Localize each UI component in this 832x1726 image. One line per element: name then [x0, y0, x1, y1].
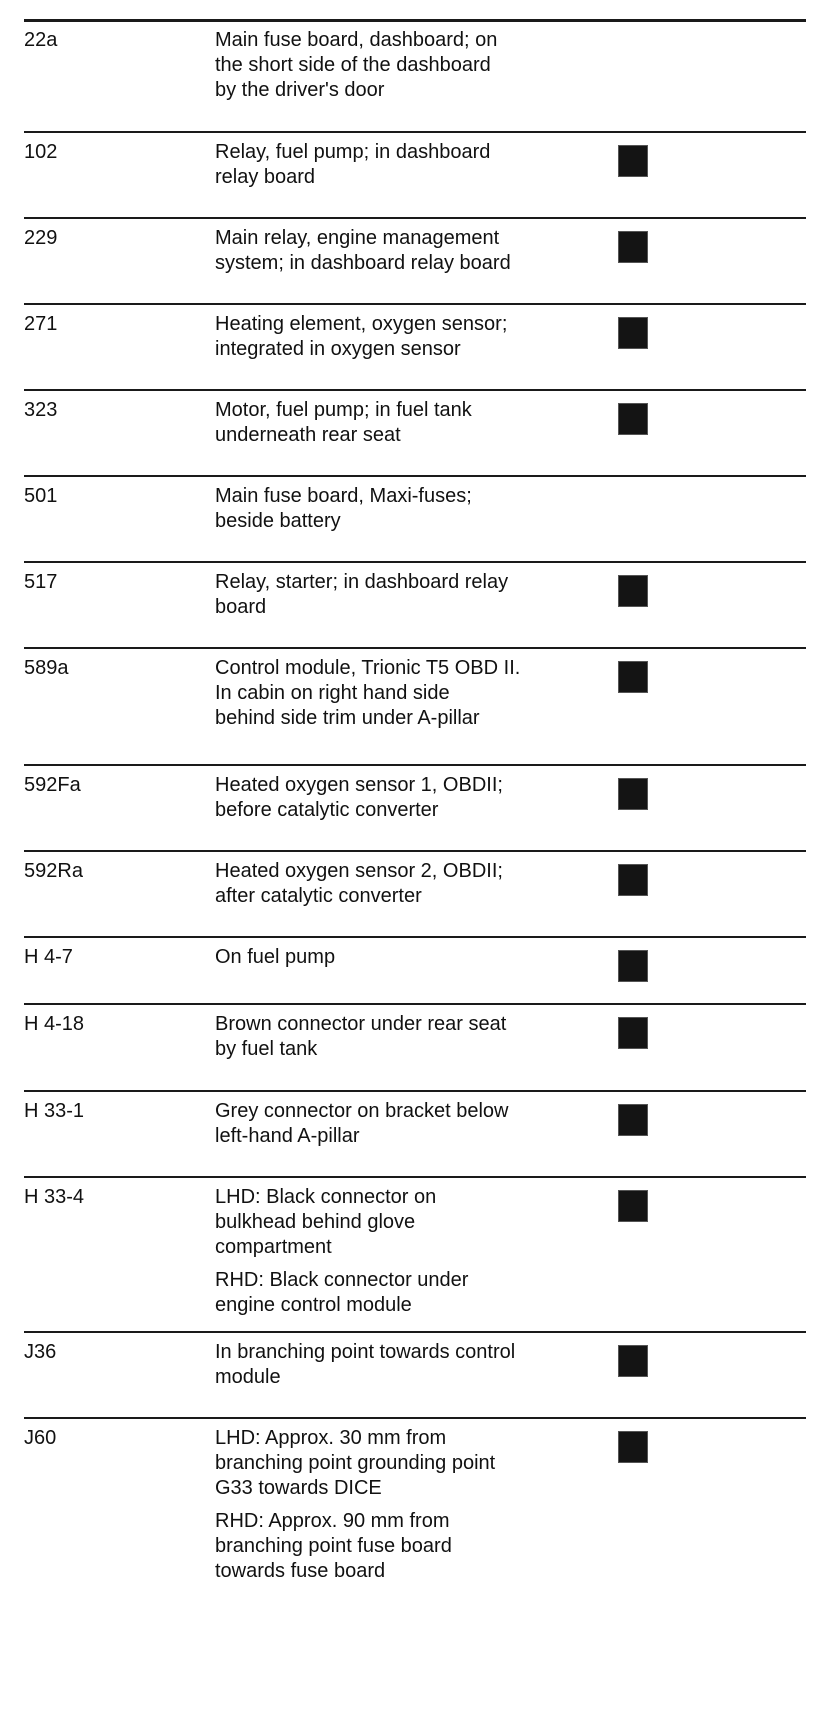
location-marker-icon [618, 1190, 648, 1222]
description-line: system; in dashboard relay board [215, 252, 511, 274]
description-paragraph [215, 1340, 635, 1390]
component-code: 271 [24, 313, 58, 335]
description-paragraph [215, 656, 635, 731]
description-line: LHD: Black connector on [215, 1186, 437, 1208]
component-code: H 4-18 [24, 1013, 85, 1035]
row-divider [24, 1003, 806, 1005]
row-divider [24, 936, 806, 938]
component-code: 589a [24, 657, 69, 679]
description-paragraph [215, 1268, 635, 1318]
location-marker-icon [618, 145, 648, 177]
description-paragraph [215, 1509, 635, 1584]
row-divider [24, 764, 806, 766]
description-line: underneath rear seat [215, 424, 401, 446]
row-divider [24, 1090, 806, 1092]
component-description [215, 570, 635, 620]
component-code: J36 [24, 1341, 57, 1363]
location-marker-icon [618, 317, 648, 349]
description-line: Brown connector under rear seat [215, 1013, 507, 1035]
component-description [215, 656, 635, 731]
description-line: In cabin on right hand side [215, 682, 450, 704]
description-line: In branching point towards control [215, 1341, 516, 1363]
row-divider [24, 217, 806, 219]
description-line: behind side trim under A-pillar [215, 707, 480, 729]
description-paragraph [215, 226, 635, 276]
description-line: Relay, fuel pump; in dashboard [215, 141, 491, 163]
description-line: On fuel pump [215, 946, 336, 968]
component-description [215, 226, 635, 276]
description-line: G33 towards DICE [215, 1477, 382, 1499]
row-divider [24, 647, 806, 649]
description-line: by fuel tank [215, 1038, 318, 1060]
component-code: 22a [24, 29, 58, 51]
description-line: before catalytic converter [215, 799, 439, 821]
description-line: left-hand A-pillar [215, 1125, 360, 1147]
component-description [215, 1099, 635, 1149]
row-divider [24, 850, 806, 852]
location-marker-icon [618, 778, 648, 810]
location-marker-icon [618, 231, 648, 263]
component-description [215, 1185, 635, 1318]
description-line: Control module, Trionic T5 OBD II. [215, 657, 521, 679]
description-line: board [215, 596, 267, 618]
component-description [215, 1012, 635, 1062]
description-line: compartment [215, 1236, 332, 1258]
description-line: beside battery [215, 510, 341, 532]
component-code: 229 [24, 227, 58, 249]
description-line: the short side of the dashboard [215, 54, 491, 76]
description-line: Main fuse board, Maxi-fuses; [215, 485, 472, 507]
description-paragraph [215, 570, 635, 620]
row-divider [24, 475, 806, 477]
description-paragraph [215, 28, 635, 103]
description-line: Heating element, oxygen sensor; [215, 313, 508, 335]
row-divider [24, 1417, 806, 1419]
description-line: by the driver's door [215, 79, 385, 101]
description-line: integrated in oxygen sensor [215, 338, 461, 360]
row-divider [24, 561, 806, 563]
component-description [215, 773, 635, 823]
description-line: branching point fuse board [215, 1535, 452, 1557]
location-marker-icon [618, 575, 648, 607]
description-line: relay board [215, 166, 316, 188]
description-line: Grey connector on bracket below [215, 1100, 509, 1122]
description-paragraph [215, 398, 635, 448]
description-paragraph [215, 773, 635, 823]
description-line: Heated oxygen sensor 1, OBDII; [215, 774, 503, 796]
location-marker-icon [618, 1345, 648, 1377]
description-paragraph [215, 859, 635, 909]
description-line: module [215, 1366, 281, 1388]
row-divider [24, 19, 806, 22]
description-paragraph [215, 1426, 635, 1501]
description-paragraph [215, 1185, 635, 1260]
description-line: RHD: Black connector under [215, 1269, 469, 1291]
component-code: H 4-7 [24, 946, 73, 968]
description-line: after catalytic converter [215, 885, 422, 907]
component-description [215, 28, 635, 103]
description-line: Main fuse board, dashboard; on [215, 29, 498, 51]
description-paragraph [215, 945, 635, 970]
component-code: J60 [24, 1427, 57, 1449]
description-line: branching point grounding point [215, 1452, 496, 1474]
component-description [215, 859, 635, 909]
row-divider [24, 303, 806, 305]
component-description [215, 1340, 635, 1390]
description-paragraph [215, 140, 635, 190]
component-description [215, 484, 635, 534]
description-line: Relay, starter; in dashboard relay [215, 571, 509, 593]
location-marker-icon [618, 950, 648, 982]
location-marker-icon [618, 864, 648, 896]
component-code: H 33-1 [24, 1100, 85, 1122]
row-divider [24, 1331, 806, 1333]
description-line: Heated oxygen sensor 2, OBDII; [215, 860, 503, 882]
description-line: LHD: Approx. 30 mm from [215, 1427, 447, 1449]
description-line: towards fuse board [215, 1560, 386, 1582]
location-marker-icon [618, 403, 648, 435]
description-line: engine control module [215, 1294, 412, 1316]
component-code: 592Ra [24, 860, 83, 882]
component-description [215, 945, 635, 970]
component-code: 517 [24, 571, 58, 593]
component-description [215, 398, 635, 448]
description-paragraph [215, 1012, 635, 1062]
description-line: RHD: Approx. 90 mm from [215, 1510, 450, 1532]
component-description [215, 312, 635, 362]
row-divider [24, 131, 806, 133]
location-marker-icon [618, 1017, 648, 1049]
location-marker-icon [618, 661, 648, 693]
location-marker-icon [618, 1104, 648, 1136]
component-code: H 33-4 [24, 1186, 85, 1208]
description-paragraph [215, 1099, 635, 1149]
location-marker-icon [618, 1431, 648, 1463]
row-divider [24, 389, 806, 391]
description-paragraph [215, 312, 635, 362]
description-line: bulkhead behind glove [215, 1211, 416, 1233]
component-code: 501 [24, 485, 58, 507]
component-code: 323 [24, 399, 58, 421]
description-paragraph [215, 484, 635, 534]
component-description [215, 140, 635, 190]
row-divider [24, 1176, 806, 1178]
component-code: 102 [24, 141, 58, 163]
description-line: Motor, fuel pump; in fuel tank [215, 399, 472, 421]
component-description [215, 1426, 635, 1584]
component-code: 592Fa [24, 774, 81, 796]
description-line: Main relay, engine management [215, 227, 500, 249]
